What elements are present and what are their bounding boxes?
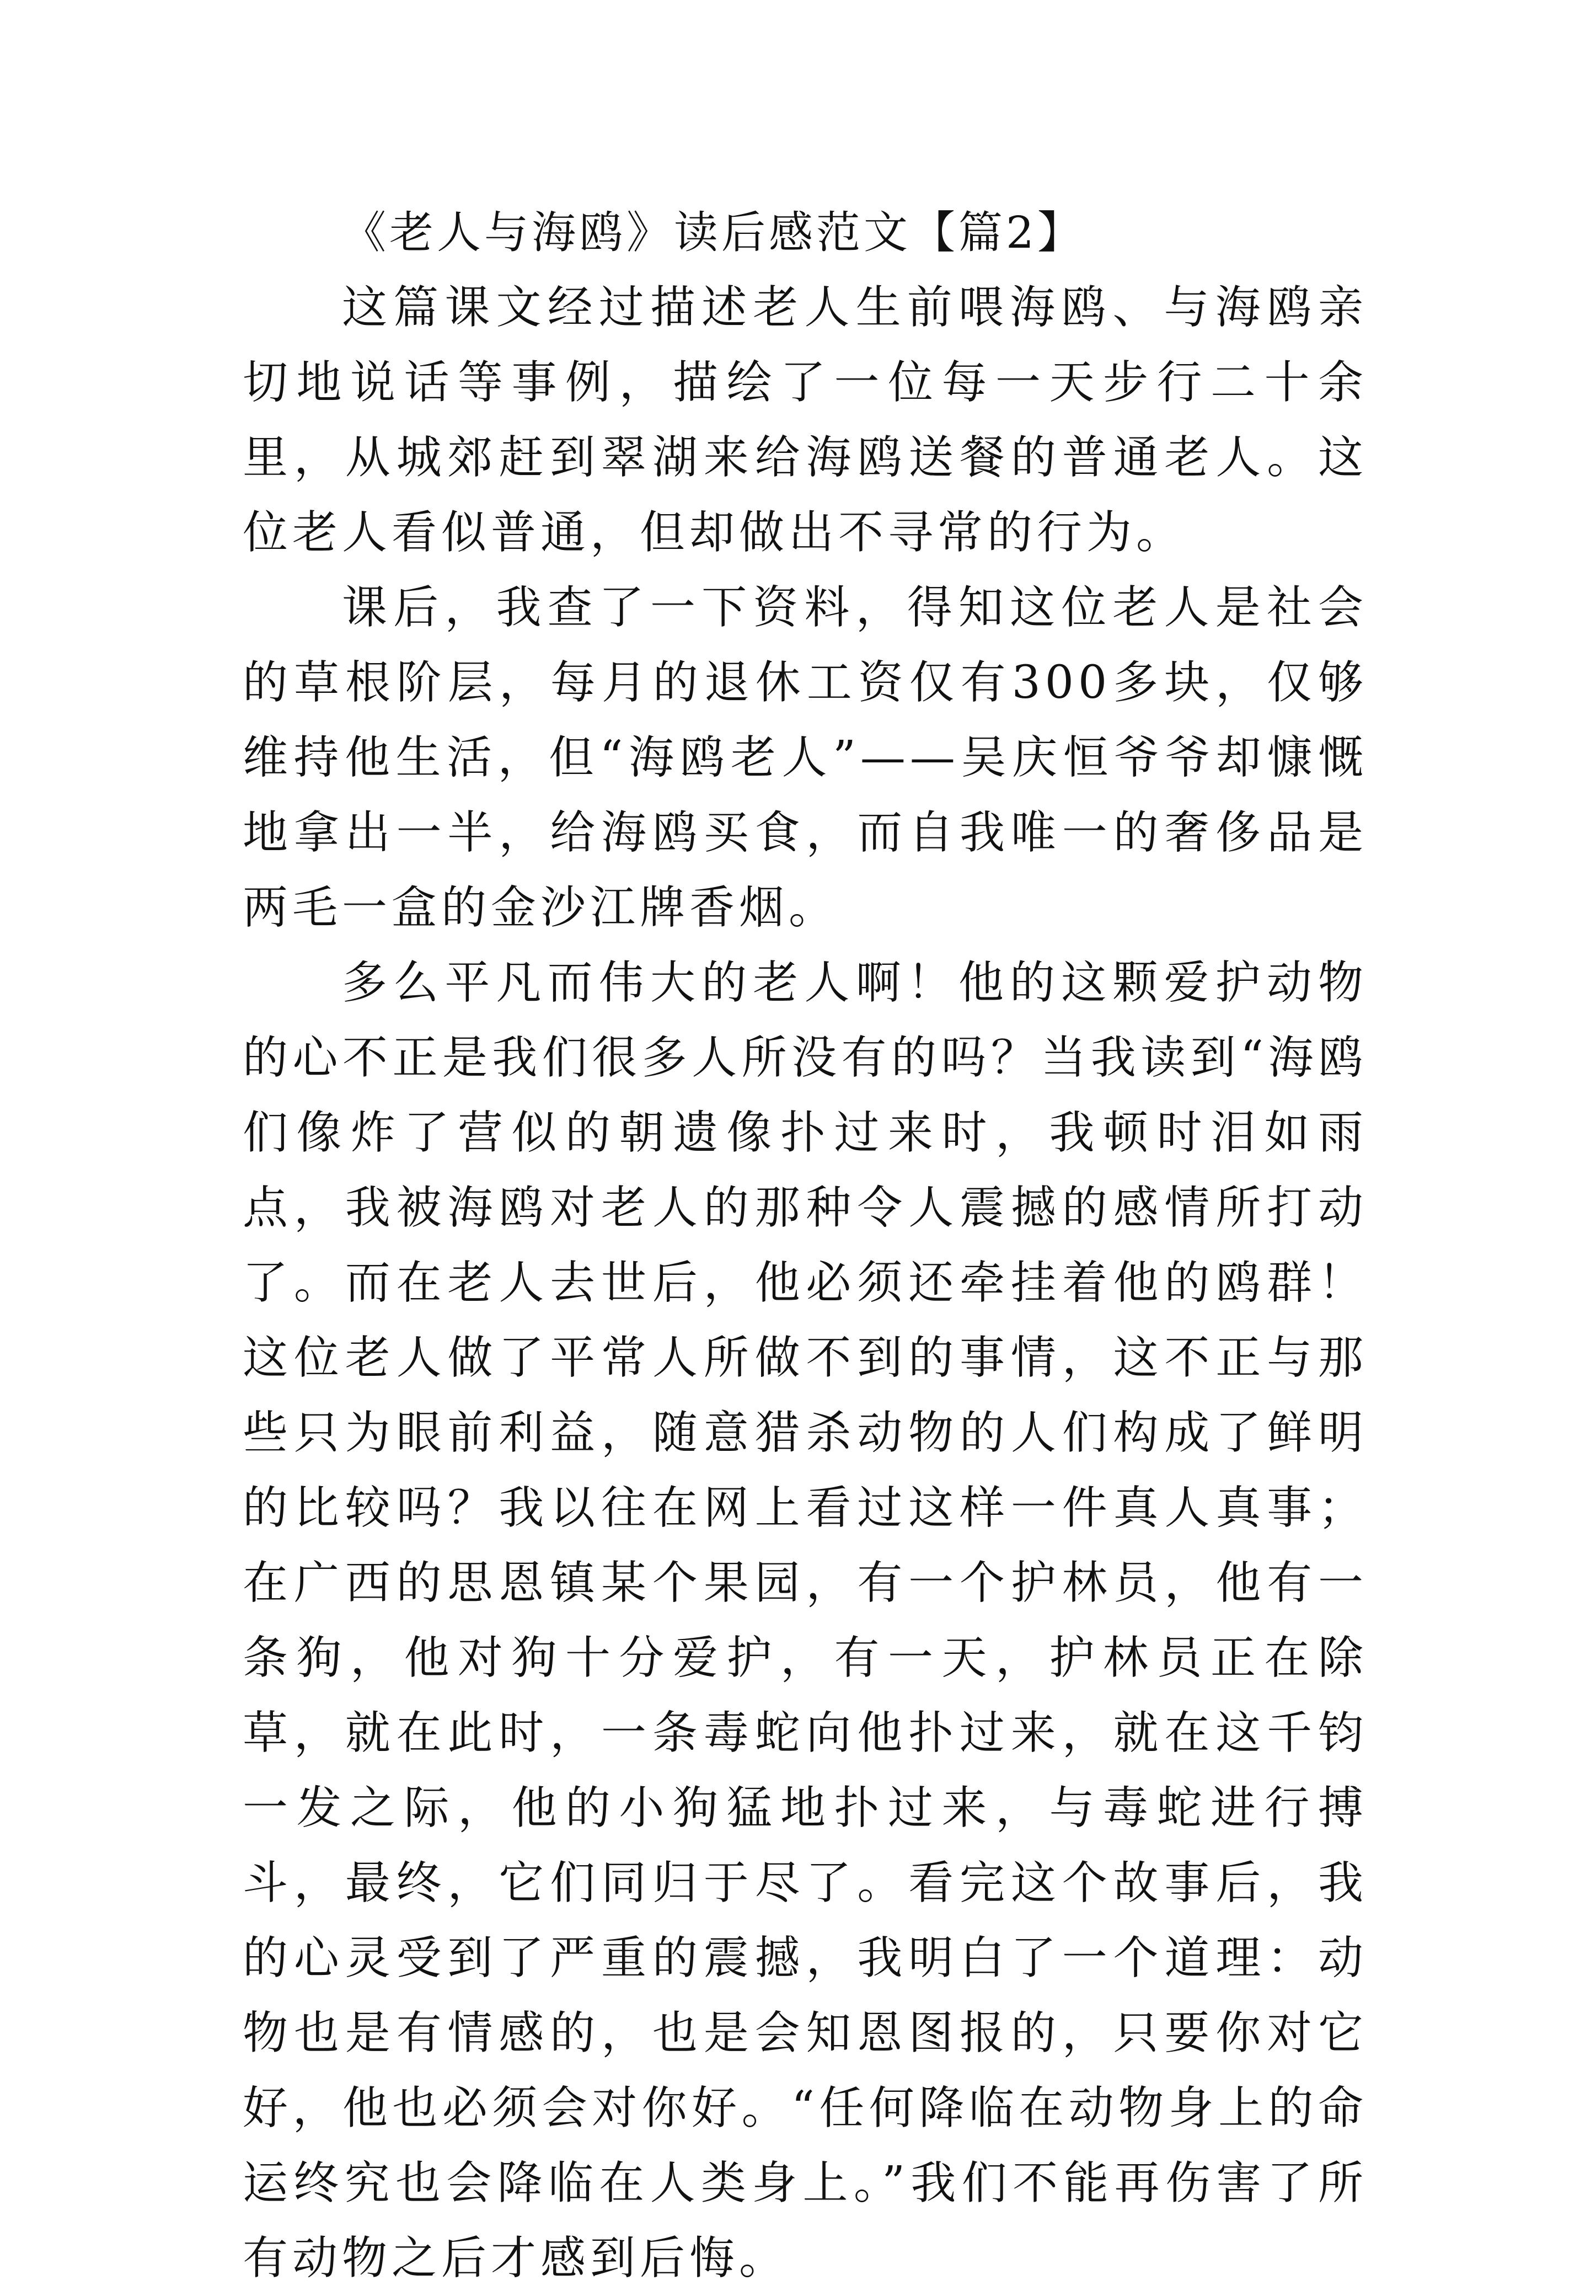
paragraph-2: 课后，我查了一下资料，得知这位老人是社会的草根阶层，每月的退休工资仅有300多块，仅够维持他生活，但“海鸥老人”——吴庆恒爷爷却慷慨地拿出一半，给海鸥买食，而自我唯一的奢侈品是两毛一盒的金沙江牌香烟。 <box>243 581 1368 934</box>
document-title: 《老人与海鸥》读后感范文【篇2】 <box>342 207 1085 258</box>
paragraph-1: 这篇课文经过描述老人生前喂海鸥、与海鸥亲切地说话等事例，描绘了一位每一天步行二十余里，从城郊赶到翠湖来给海鸥送餐的普通老人。这位老人看似普通，但却做出不寻常的行为。 <box>243 281 1368 559</box>
paragraph-3: 多么平凡而伟大的老人啊！他的这颗爱护动物的心不正是我们很多人所没有的吗？当我读到“海鸥们像炸了营似的朝遗像扑过来时，我顿时泪如雨点，我被海鸥对老人的那种令人震撼的感情所打动了。而在老人去世后，他必须还牵挂着他的鸥群！这位老人做了平常人所做不到的事情，这不正与那些只为眼前利益，随意猎杀动物的人们构成了鲜明的比较吗？我以往在网上看过这样一件真人真事；在广西的思恩镇某个果园，有一个护林员，他有一条狗，他对狗十分爱护，有一天，护林员正在除草，就在此时，一条毒蛇向他扑过来，就在这千钧一发之际，他的小狗猛地扑过来，与毒蛇进行搏斗，最终，它们同归于尽了。看完这个故事后，我的心灵受到了严重的震撼，我明白了一个道理：动物也是有情感的，也是会知恩图报的，只要你对它好，他也必须会对你好。“任何降临在动物身上的命运终究也会降临在人类身上。”我们不能再伤害了所有动物之后才感到后悔。 <box>243 957 1368 2284</box>
document-body <box>243 195 1368 2296</box>
